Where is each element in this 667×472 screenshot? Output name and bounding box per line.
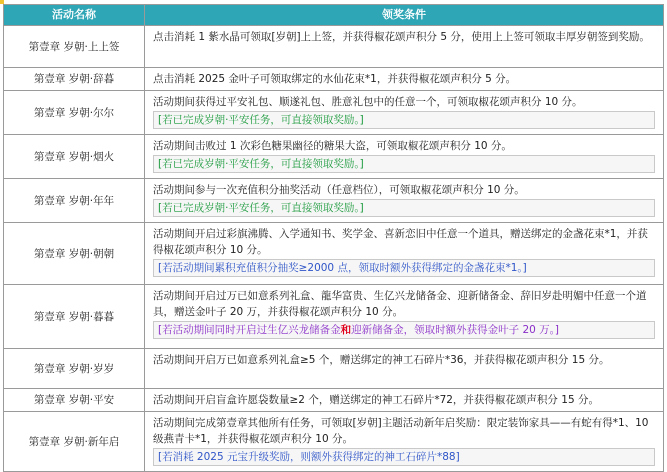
condition-text: 活动期间开启盲盒许愿袋数量≥2 个，赠送绑定的神工石碎片*72，并获得椒花颂声积分 15 分。	[153, 394, 599, 406]
activity-name: 第壹章 岁朝·朝朝	[4, 223, 145, 285]
condition-text: 活动期间完成第壹章其他所有任务，可领取[岁朝]主题活动新年启奖励：限定装饰家具——有蛇有得*1、10 级燕青卡*1，并获得椒花颂声积分 10 分。	[153, 417, 649, 445]
reward-condition	[145, 91, 664, 135]
column-header-condition: 领奖条件	[145, 5, 664, 26]
condition-text: 活动期间开启过万已如意系列礼盒、龍华富贵、生亿兴龙储备金、迎新储备金、辞旧岁赴明媚中任意一个道具，赠送金叶子 20 万，并获得椒花颂声积分 10 分。	[153, 290, 647, 318]
activity-name: 第壹章 岁朝·年年	[4, 179, 145, 223]
reward-condition	[145, 179, 664, 223]
activity-name: 第壹章 岁朝·辞暮	[4, 68, 145, 91]
activity-name: 第壹章 岁朝·岁岁	[4, 349, 145, 389]
highlight-note	[153, 321, 655, 339]
reward-condition	[145, 349, 664, 389]
table-row	[4, 68, 664, 91]
highlight-note: [若消耗 2025 元宝升级奖励，则额外获得绑定的神工石碎片*88]	[153, 448, 655, 466]
activity-name: 第壹章 岁朝·烟火	[4, 135, 145, 179]
reward-condition	[145, 135, 664, 179]
activity-name: 第壹章 岁朝·暮暮	[4, 285, 145, 349]
table-row	[4, 389, 664, 412]
table-row	[4, 179, 664, 223]
condition-text: 活动期间获得过平安礼包、顺遂礼包、胜意礼包中的任意一个，可领取椒花颂声积分 10 分。	[153, 96, 583, 108]
activity-name: 第壹章 岁朝·平安	[4, 389, 145, 412]
table-row	[4, 349, 664, 389]
activity-name: 第壹章 岁朝·上上签	[4, 26, 145, 68]
table-row	[4, 26, 664, 68]
condition-text: 点击消耗 2025 金叶子可领取绑定的水仙花束*1，并获得椒花颂声积分 5 分。	[153, 73, 517, 85]
reward-condition	[145, 68, 664, 91]
table-header-row	[4, 5, 664, 26]
table-row	[4, 285, 664, 349]
quest-table	[3, 4, 664, 472]
condition-text: 活动期间开启过彩旗沸腾、入学通知书、奖学金、喜新恋旧中任意一个道具，赠送绑定的金盏花束*1，并获得椒花颂声积分 10 分。	[153, 228, 648, 256]
column-header-name: 活动名称	[4, 5, 145, 26]
table-row	[4, 91, 664, 135]
highlight-note: [若已完成岁朝·平安任务，可直接领取奖励。]	[153, 111, 655, 129]
highlight-note: [若活动期间累积充值积分抽奖≥2000 点，领取时额外获得绑定的金盏花束*1。]	[153, 259, 655, 277]
condition-text: 活动期间开启万已如意系列礼盒≥5 个，赠送绑定的神工石碎片*36，并获得椒花颂声积分 15 分。	[153, 354, 610, 366]
table-row	[4, 135, 664, 179]
activity-name: 第壹章 岁朝·新年启	[4, 412, 145, 472]
condition-text: 活动期间参与一次充值积分抽奖活动（任意档位），可领取椒花颂声积分 10 分。	[153, 184, 525, 196]
condition-text: 活动期间击败过 1 次彩色糖果幽径的糖果大盗，可领取椒花颂声积分 10 分。	[153, 140, 512, 152]
highlight-part-a: [若活动期间同时开启过生亿兴龙储备金	[158, 324, 341, 336]
highlight-part-b: 迎新储备金，领取时额外获得金叶子 20 万。]	[351, 324, 559, 336]
reward-condition	[145, 389, 664, 412]
highlight-and: 和	[340, 324, 352, 336]
reward-condition	[145, 412, 664, 472]
table-row	[4, 412, 664, 472]
highlight-note: [若已完成岁朝·平安任务，可直接领取奖励。]	[153, 155, 655, 173]
reward-condition	[145, 285, 664, 349]
condition-text: 点击消耗 1 紫水晶可领取[岁朝]上上签，并获得椒花颂声积分 5 分，使用上上签可领取丰厚岁朝签到奖励。	[153, 31, 650, 43]
reward-condition	[145, 223, 664, 285]
table-row	[4, 223, 664, 285]
reward-condition	[145, 26, 664, 68]
activity-name: 第壹章 岁朝·尔尔	[4, 91, 145, 135]
highlight-note: [若已完成岁朝·平安任务，可直接领取奖励。]	[153, 199, 655, 217]
